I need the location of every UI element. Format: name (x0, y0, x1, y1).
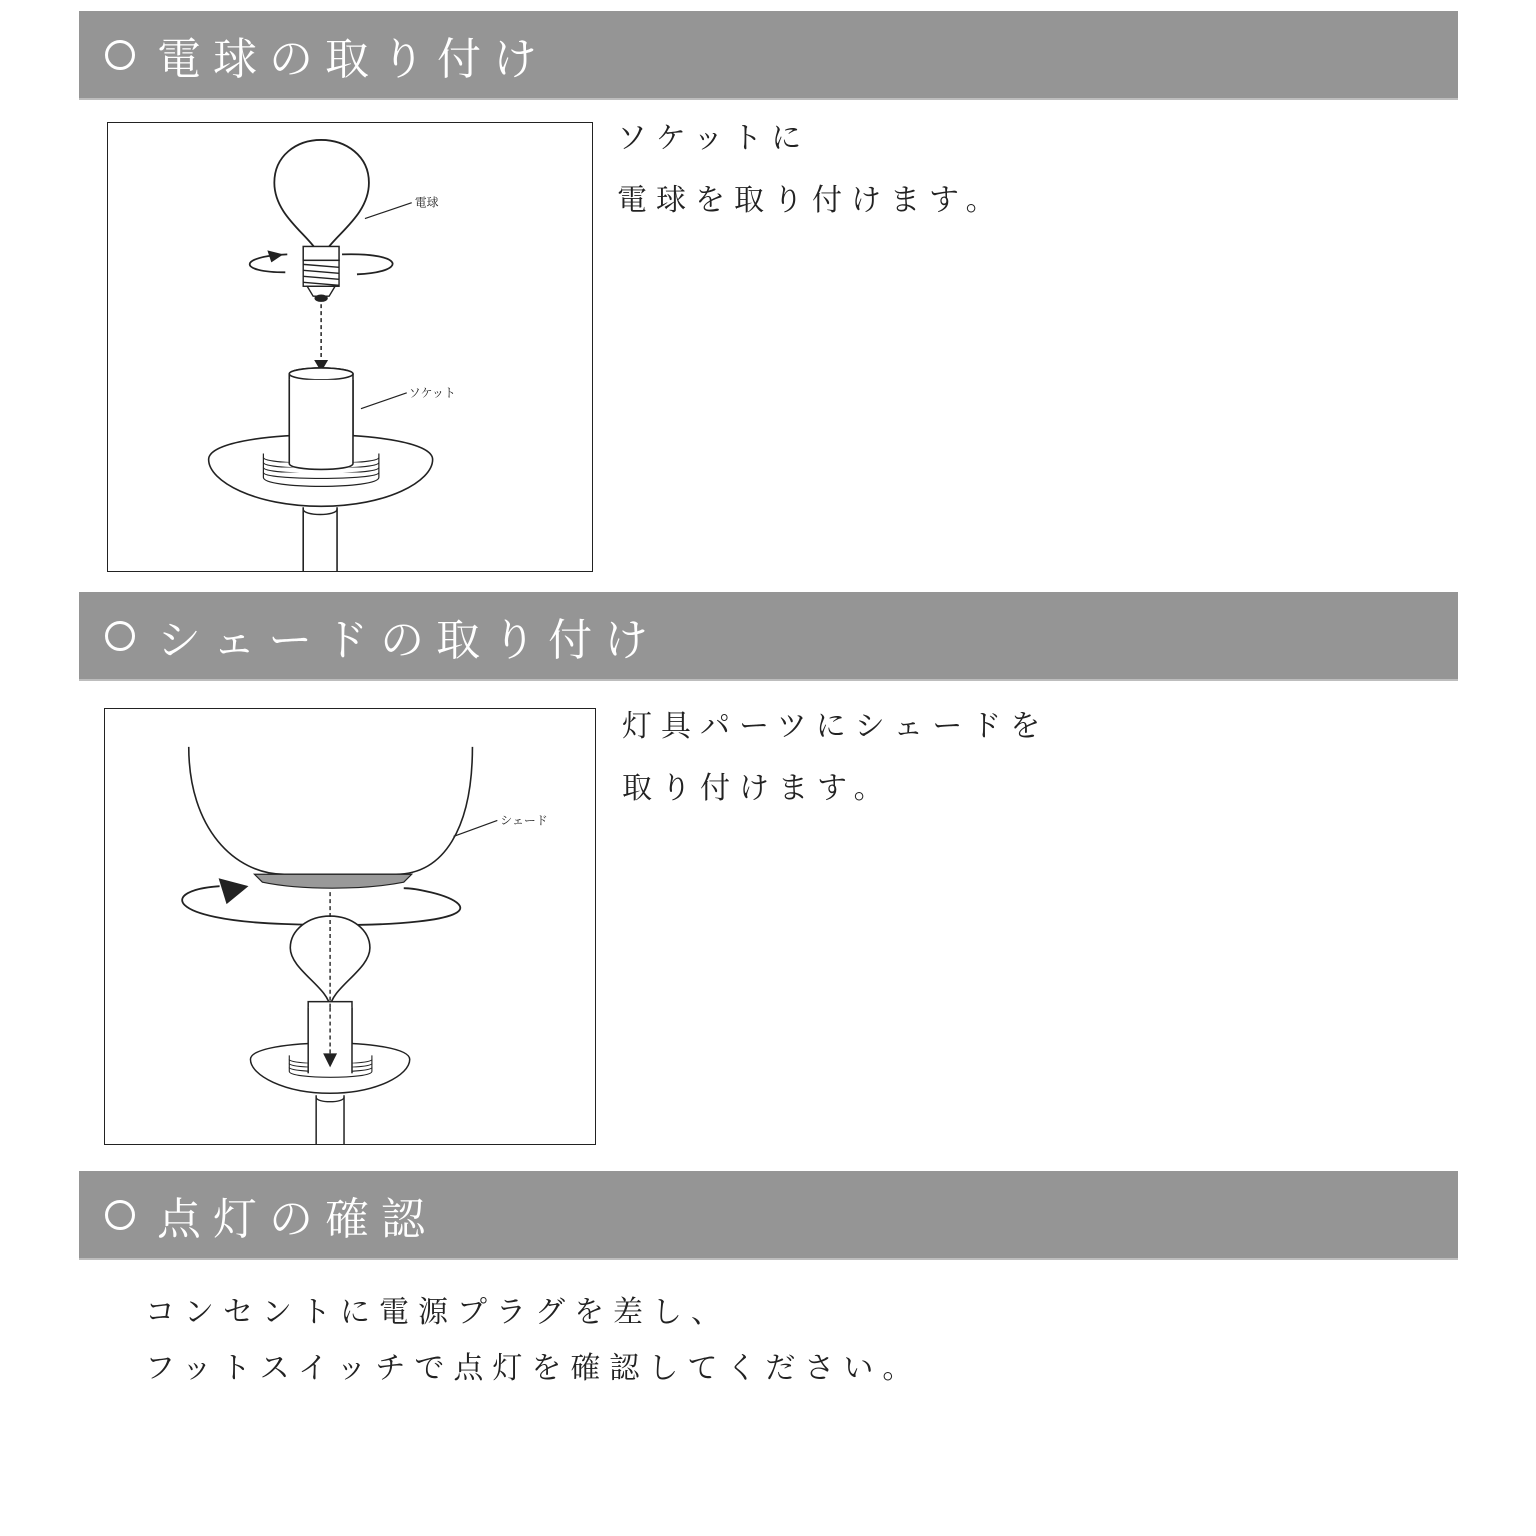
rotation-arrow-icon (267, 250, 283, 262)
description-line: フットスイッチで点灯を確認してください。 (145, 1351, 922, 1386)
bulb-description (617, 108, 1005, 232)
circle-bullet-icon (105, 1200, 135, 1230)
circle-bullet-icon (105, 40, 135, 70)
description-line: 灯具パーツにシェードを (622, 709, 1050, 744)
bulb-glass-shape (274, 140, 369, 262)
section-header-shade (79, 592, 1458, 681)
section-header-bulb (79, 11, 1458, 100)
description-line: 電球を取り付けます。 (617, 183, 1005, 218)
bulb-socket-diagram (108, 123, 592, 571)
section-title: 電球の取り付け (157, 33, 549, 85)
description-line: 取り付けます。 (622, 771, 893, 806)
bulb-label: 電球 (414, 195, 439, 210)
section-title: 点灯の確認 (157, 1193, 437, 1245)
section-header-lighting (79, 1171, 1458, 1260)
shade-globe-shape (189, 747, 473, 874)
description-line: ソケットに (617, 121, 811, 156)
shade-bulb-diagram (105, 709, 595, 1144)
bulb-installation-figure (107, 122, 593, 572)
circle-bullet-icon (105, 621, 135, 651)
shade-label: シェード (500, 813, 548, 828)
shade-description (622, 696, 1049, 820)
section-title: シェードの取り付け (157, 614, 661, 666)
rotation-arrow-icon (219, 878, 249, 904)
shade-installation-figure (104, 708, 596, 1145)
socket-label: ソケット (408, 385, 456, 400)
lighting-description (145, 1285, 921, 1397)
description-line: コンセントに電源プラグを差し、 (145, 1295, 730, 1330)
